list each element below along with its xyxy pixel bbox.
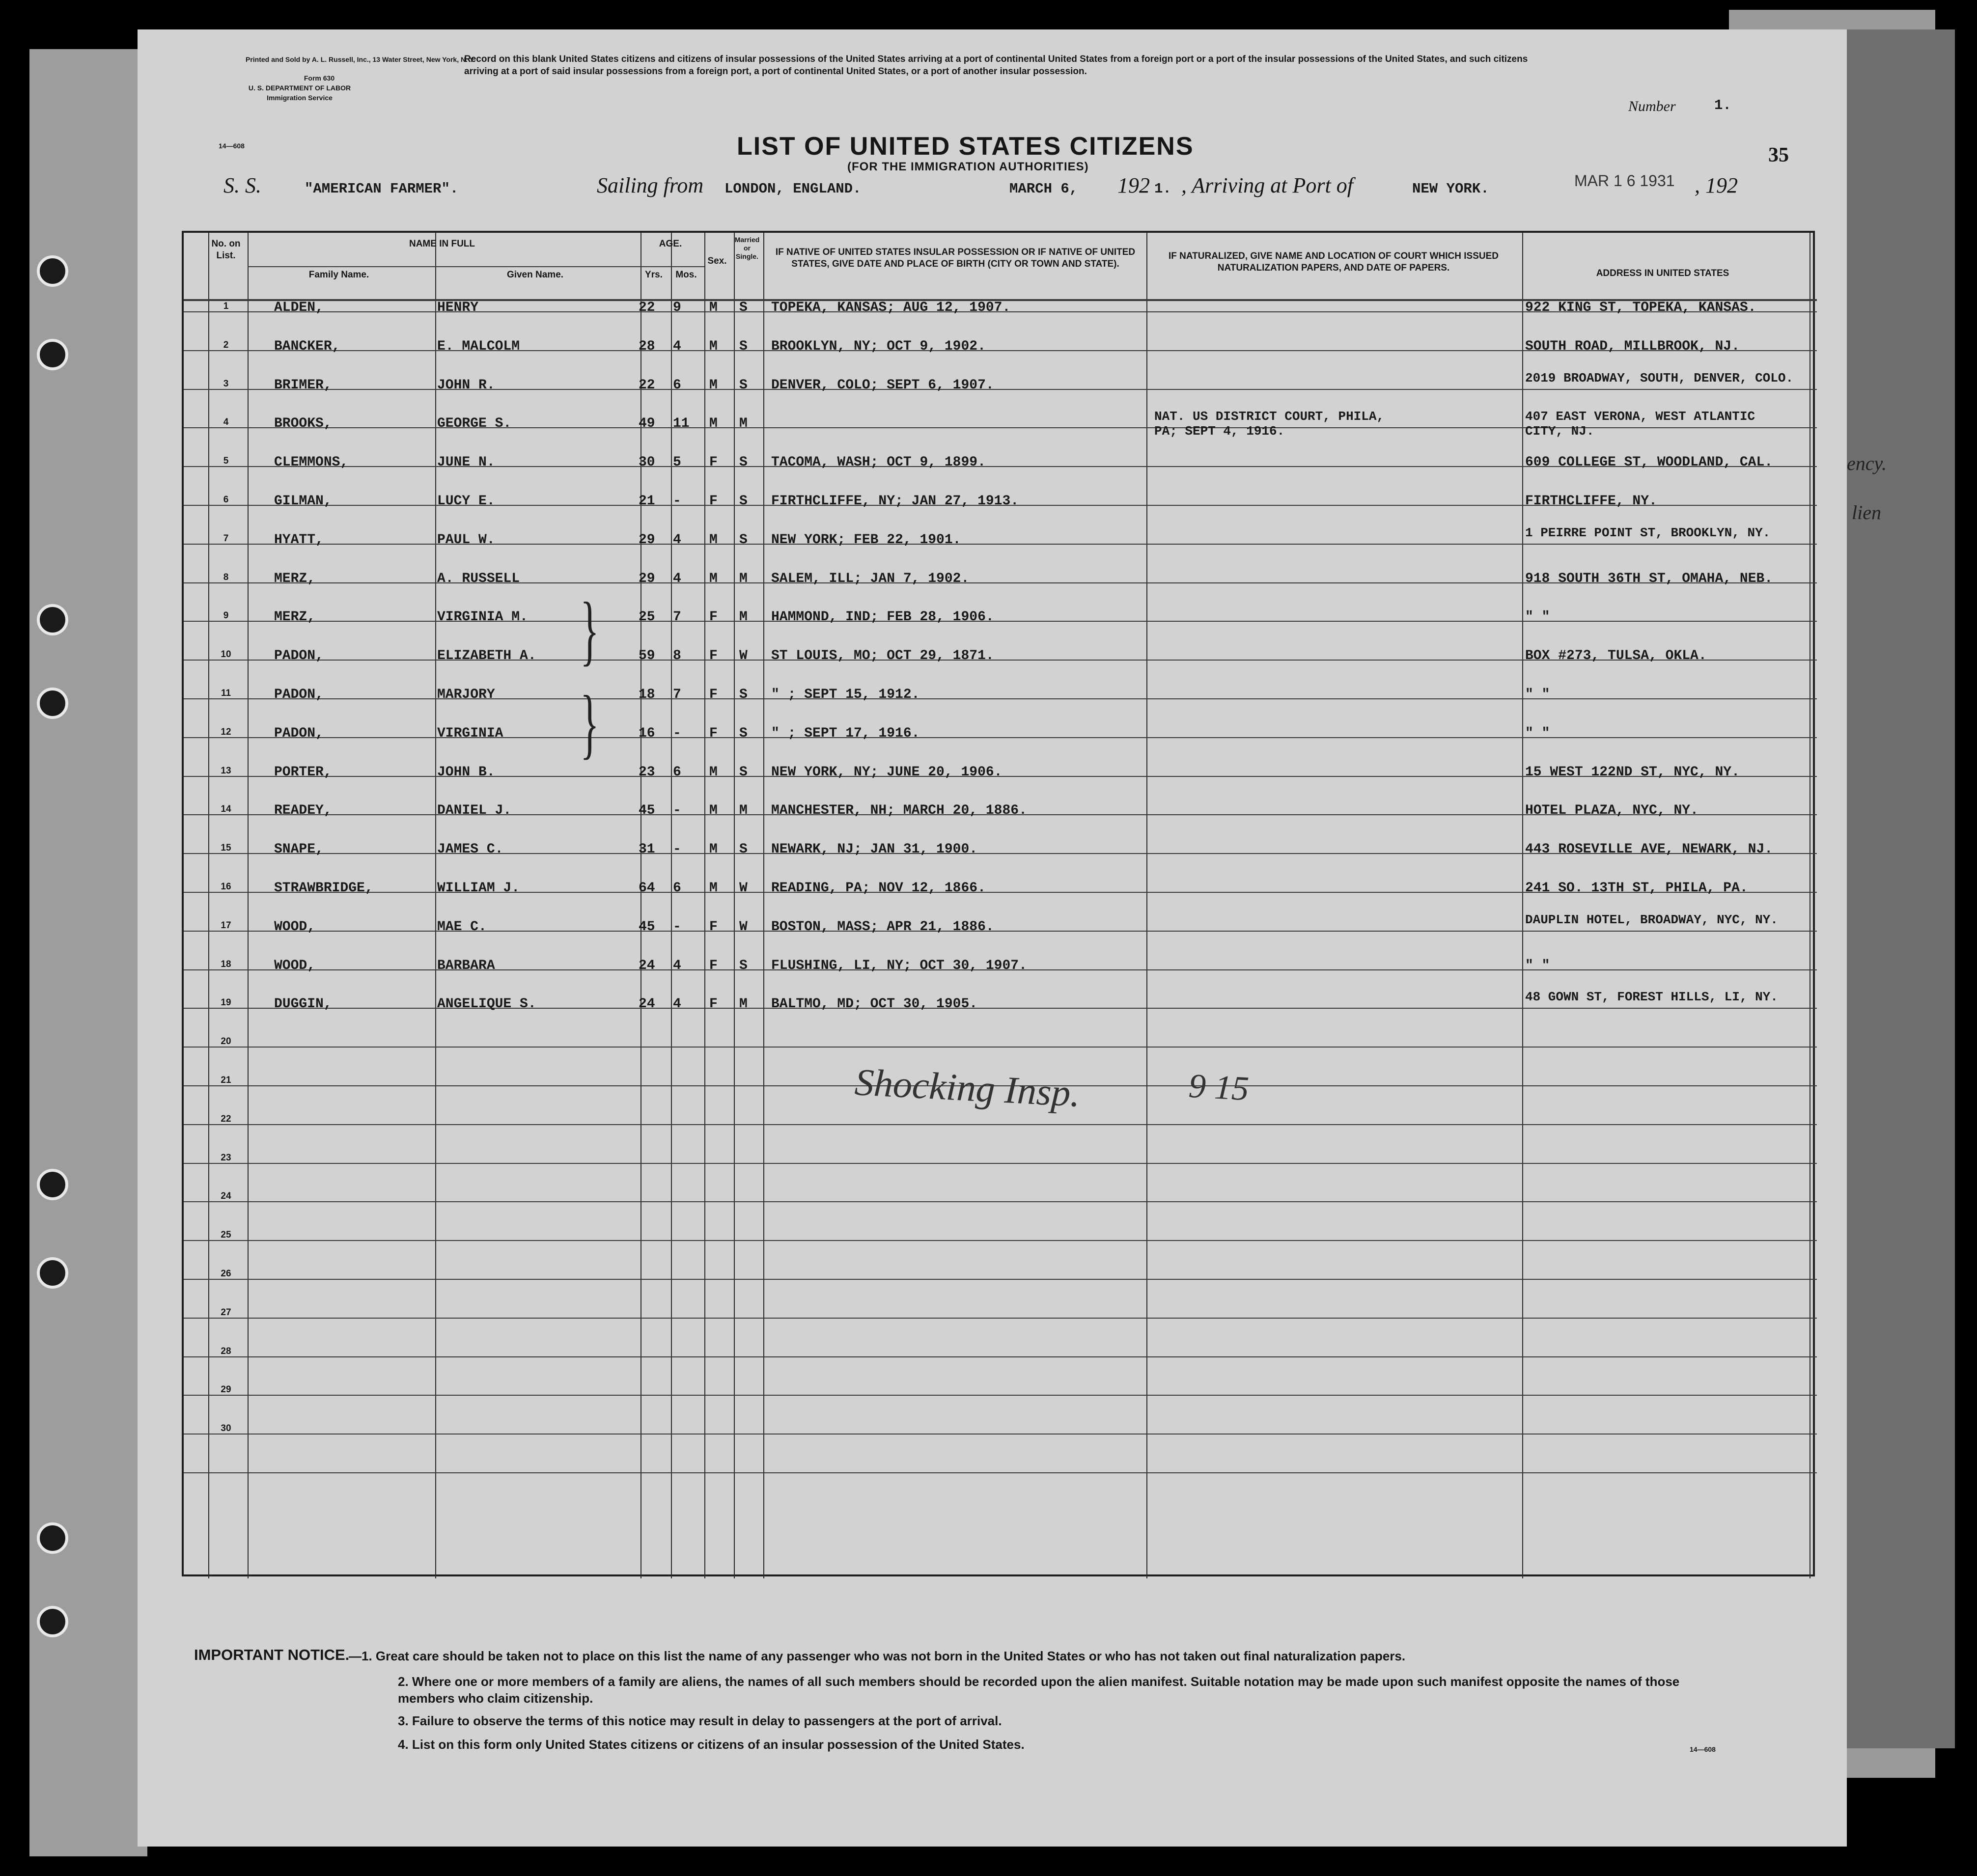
cell-given: VIRGINIA M. xyxy=(437,609,528,625)
col-header-birth: IF NATIVE OF UNITED STATES INSULAR POSSESSION OR IF NATIVE OF UNITED STATES, GIVE DATE AND PLACE OF BIRTH (CITY OR TOWN AND STATE). xyxy=(775,247,1136,269)
notice-item-4: 4. List on this form only United States citizens or citizens of an insular possession of the United States. xyxy=(398,1737,1025,1752)
row-number: 23 xyxy=(221,1152,231,1163)
cell-addr: 918 SOUTH 36TH ST, OMAHA, NEB. xyxy=(1525,571,1773,586)
row-number: 26 xyxy=(221,1269,231,1279)
ship-name: "AMERICAN FARMER". xyxy=(305,181,459,197)
row-number: 21 xyxy=(221,1075,231,1085)
cell-given: JUNE N. xyxy=(437,455,495,470)
cell-ms: S xyxy=(739,532,748,548)
row-number: 13 xyxy=(221,765,231,776)
cell-given: HENRY xyxy=(437,300,479,315)
cell-family: PORTER, xyxy=(274,764,332,780)
binder-hole xyxy=(37,1606,68,1637)
cell-addr: FIRTHCLIFFE, NY. xyxy=(1525,494,1657,509)
cell-given: A. RUSSELL xyxy=(437,571,520,586)
binder-hole xyxy=(37,1169,68,1200)
binder-hole xyxy=(37,1522,68,1554)
cell-ms: S xyxy=(739,725,748,741)
cell-yrs: 45 xyxy=(639,919,655,935)
column-rule xyxy=(1146,233,1147,1578)
cell-given: MAE C. xyxy=(437,919,487,935)
binder-hole xyxy=(37,604,68,635)
cell-birth: FIRTHCLIFFE, NY; JAN 27, 1913. xyxy=(771,494,1019,509)
margin-note: lien xyxy=(1852,501,1881,524)
cell-given: WILLIAM J. xyxy=(437,881,520,896)
cell-mos: 4 xyxy=(673,571,681,586)
cell-given: LUCY E. xyxy=(437,494,495,509)
cell-mos: 7 xyxy=(673,687,681,702)
cell-birth: SALEM, ILL; JAN 7, 1902. xyxy=(771,571,970,586)
column-rule xyxy=(1522,233,1523,1578)
row-number: 15 xyxy=(221,843,231,854)
row-number: 8 xyxy=(223,572,229,582)
cell-addr: SOUTH ROAD, MILLBROOK, NJ. xyxy=(1525,338,1740,354)
cell-yrs: 24 xyxy=(639,958,655,973)
cell-family: WOOD, xyxy=(274,919,316,935)
row-number: 3 xyxy=(223,378,229,389)
cell-yrs: 16 xyxy=(639,725,655,741)
cell-birth: DENVER, COLO; SEPT 6, 1907. xyxy=(771,377,994,393)
cell-birth: BROOKLYN, NY; OCT 9, 1902. xyxy=(771,338,986,354)
column-rule xyxy=(435,233,436,1578)
cell-mos: 6 xyxy=(673,881,681,896)
cell-mos: 8 xyxy=(673,648,681,664)
cell-mos: 4 xyxy=(673,532,681,548)
cell-nat: NAT. US DISTRICT COURT, PHILA, PA; SEPT 4, 1916. xyxy=(1154,409,1385,439)
department: U. S. DEPARTMENT OF LABOR xyxy=(248,84,351,92)
notice-item-2: 2. Where one or more members of a family are aliens, the names of all such members should be recorded upon the alien manifest. Suitable notation may be made upon such manifest opposite the names of those members who claim citizenship. xyxy=(398,1674,1680,1706)
col-header-address: ADDRESS IN UNITED STATES xyxy=(1596,268,1729,278)
binder-hole xyxy=(37,688,68,719)
row-number: 20 xyxy=(221,1036,231,1047)
cell-mos: - xyxy=(673,803,681,819)
column-rule xyxy=(671,233,672,1578)
ss-label: S. S. xyxy=(223,173,261,197)
col-header-name: NAME IN FULL xyxy=(409,239,475,249)
inspection-time: 9 15 xyxy=(1188,1067,1250,1108)
cell-sex: M xyxy=(709,300,718,315)
col-header-yrs: Yrs. xyxy=(645,270,663,280)
row-rule xyxy=(184,1240,1817,1241)
cell-addr: 15 WEST 122ND ST, NYC, NY. xyxy=(1525,764,1740,780)
row-number: 28 xyxy=(221,1346,231,1356)
cell-family: WOOD, xyxy=(274,958,316,973)
cell-given: ELIZABETH A. xyxy=(437,648,536,664)
cell-birth: NEWARK, NJ; JAN 31, 1900. xyxy=(771,842,978,857)
cell-ms: W xyxy=(739,919,748,935)
cell-addr: 241 SO. 13TH ST, PHILA, PA. xyxy=(1525,881,1748,896)
cell-addr: " " xyxy=(1525,725,1550,741)
cell-birth: NEW YORK; FEB 22, 1901. xyxy=(771,532,961,548)
subheader-rule xyxy=(248,266,704,267)
year-suffix: 1. xyxy=(1154,181,1171,197)
cell-given: E. MALCOLM xyxy=(437,338,520,354)
cell-birth: READING, PA; NOV 12, 1866. xyxy=(771,881,986,896)
row-number: 25 xyxy=(221,1230,231,1241)
column-rule xyxy=(704,233,705,1578)
cell-addr: BOX #273, TULSA, OKLA. xyxy=(1525,648,1707,664)
cell-mos: - xyxy=(673,494,681,509)
cell-yrs: 49 xyxy=(639,416,655,432)
cell-sex: F xyxy=(709,455,718,470)
cell-yrs: 45 xyxy=(639,803,655,819)
col-header-no: No. on List. xyxy=(211,239,241,261)
cell-family: READEY, xyxy=(274,803,332,819)
cell-mos: - xyxy=(673,725,681,741)
cell-sex: M xyxy=(709,377,718,393)
cell-ms: S xyxy=(739,377,748,393)
cell-yrs: 25 xyxy=(639,609,655,625)
number-label: Number xyxy=(1628,98,1676,114)
cell-mos: 7 xyxy=(673,609,681,625)
cell-birth: HAMMOND, IND; FEB 28, 1906. xyxy=(771,609,994,625)
instruction-text: Record on this blank United States citizens and citizens of insular possessions of the United States arriving at a port of continental United States from a foreign port or a port of the insular possessions of the United States, and such citizens arriving at a port of said insular possessions from a foreign port, a port of continental United States, or a port of another insular possession. xyxy=(464,54,1528,77)
row-number: 9 xyxy=(223,610,229,621)
cell-addr: DAUPLIN HOTEL, BROADWAY, NYC, NY. xyxy=(1525,912,1778,927)
notice-item-3: 3. Failure to observe the terms of this notice may result in delay to passengers at the port of arrival. xyxy=(398,1713,1002,1728)
cell-sex: F xyxy=(709,996,718,1012)
col-header-sex: Sex. xyxy=(707,256,727,266)
cell-sex: F xyxy=(709,648,718,664)
row-number: 27 xyxy=(221,1307,231,1318)
cell-sex: M xyxy=(709,571,718,586)
row-number: 24 xyxy=(221,1191,231,1202)
cell-family: BRIMER, xyxy=(274,377,332,393)
cell-ms: S xyxy=(739,842,748,857)
column-rule xyxy=(208,233,209,1578)
col-header-naturalized: IF NATURALIZED, GIVE NAME AND LOCATION OF COURT WHICH ISSUED NATURALIZATION PAPERS, AND DATE OF PAPERS. xyxy=(1168,251,1499,273)
cell-addr: " " xyxy=(1525,687,1550,702)
cell-sex: F xyxy=(709,494,718,509)
cell-family: BANCKER, xyxy=(274,338,340,354)
cell-sex: M xyxy=(709,338,718,354)
cell-addr: " " xyxy=(1525,609,1550,625)
cell-ms: S xyxy=(739,958,748,973)
cell-mos: - xyxy=(673,919,681,935)
row-rule xyxy=(184,1356,1817,1357)
cell-birth: MANCHESTER, NH; MARCH 20, 1886. xyxy=(771,803,1027,819)
cell-family: MERZ, xyxy=(274,571,316,586)
row-number: 2 xyxy=(223,339,229,350)
col-header-married: Married or Single. xyxy=(734,236,760,260)
cell-yrs: 31 xyxy=(639,842,655,857)
cell-yrs: 64 xyxy=(639,881,655,896)
cell-sex: F xyxy=(709,725,718,741)
cell-sex: M xyxy=(709,416,718,432)
col-header-mos: Mos. xyxy=(675,270,697,280)
row-number: 19 xyxy=(221,997,231,1008)
column-rule xyxy=(734,233,735,1578)
cell-ms: M xyxy=(739,416,748,432)
page-title: LIST OF UNITED STATES CITIZENS xyxy=(737,132,1194,161)
cell-yrs: 28 xyxy=(639,338,655,354)
cell-yrs: 23 xyxy=(639,764,655,780)
page-subtitle: (FOR THE IMMIGRATION AUTHORITIES) xyxy=(847,160,1089,173)
cell-family: PADON, xyxy=(274,687,324,702)
cell-ms: S xyxy=(739,687,748,702)
printer-line: Printed and Sold by A. L. Russell, Inc., 13 Water Street, New York, N. Y. xyxy=(246,55,475,63)
binder-hole xyxy=(37,339,68,370)
row-number: 6 xyxy=(223,495,229,505)
row-number: 17 xyxy=(221,920,231,931)
cell-sex: F xyxy=(709,919,718,935)
cell-addr: 922 KING ST, TOPEKA, KANSAS. xyxy=(1525,300,1756,315)
row-rule xyxy=(184,1318,1817,1319)
service: Immigration Service xyxy=(267,94,333,102)
cell-given: PAUL W. xyxy=(437,532,495,548)
cell-addr: 48 GOWN ST, FOREST HILLS, LI, NY. xyxy=(1525,990,1778,1005)
arrival-year: , 192 xyxy=(1695,173,1738,197)
footer-form-code: 14—608 xyxy=(1690,1745,1716,1753)
cell-ms: S xyxy=(739,455,748,470)
notice-item-1: —1. Great care should be taken not to place on this list the name of any passenger who was not born in the United States or who has not taken out final naturalization papers. xyxy=(349,1649,1406,1663)
cell-given: MARJORY xyxy=(437,687,495,702)
cell-given: DANIEL J. xyxy=(437,803,512,819)
arriving-label: , Arriving at Port of xyxy=(1181,173,1353,197)
cell-birth: FLUSHING, LI, NY; OCT 30, 1907. xyxy=(771,958,1027,973)
sailing-label: Sailing from xyxy=(597,173,704,197)
cell-family: SNAPE, xyxy=(274,842,324,857)
cell-sex: M xyxy=(709,532,718,548)
row-rule xyxy=(184,1201,1817,1202)
cell-yrs: 21 xyxy=(639,494,655,509)
row-rule xyxy=(184,698,1817,699)
cell-mos: 4 xyxy=(673,996,681,1012)
sailing-date: MARCH 6, xyxy=(1009,181,1078,197)
cell-birth: " ; SEPT 15, 1912. xyxy=(771,687,920,702)
row-number: 1 xyxy=(223,301,229,311)
arrival-stamp: MAR 1 6 1931 xyxy=(1574,172,1675,190)
cell-sex: F xyxy=(709,609,718,625)
row-rule xyxy=(184,1395,1817,1396)
row-number: 4 xyxy=(223,417,229,428)
row-rule xyxy=(184,544,1817,545)
cell-given: JOHN B. xyxy=(437,764,495,780)
cell-mos: 11 xyxy=(673,416,690,432)
row-rule xyxy=(184,931,1817,932)
row-number: 10 xyxy=(221,649,231,660)
cell-ms: S xyxy=(739,338,748,354)
row-rule xyxy=(184,1279,1817,1280)
cell-ms: M xyxy=(739,609,748,625)
row-number: 5 xyxy=(223,456,229,467)
cell-yrs: 59 xyxy=(639,648,655,664)
cell-family: STRAWBRIDGE, xyxy=(274,881,373,896)
cell-given: VIRGINIA xyxy=(437,725,503,741)
inspector-signature: Shocking Insp. xyxy=(854,1060,1082,1115)
cell-addr: 1 PEIRRE POINT ST, BROOKLYN, NY. xyxy=(1525,525,1771,540)
cell-sex: M xyxy=(709,764,718,780)
cell-family: GILMAN, xyxy=(274,494,332,509)
row-rule xyxy=(184,1008,1817,1009)
row-rule xyxy=(184,621,1817,622)
family-brace: } xyxy=(580,586,599,673)
family-brace: } xyxy=(580,679,599,767)
cell-given: BARBARA xyxy=(437,958,495,973)
cell-sex: M xyxy=(709,842,718,857)
row-number: 7 xyxy=(223,533,229,544)
year-prefix: 192 xyxy=(1117,173,1150,197)
cell-yrs: 18 xyxy=(639,687,655,702)
col-header-age: AGE. xyxy=(659,239,682,249)
cell-birth: ST LOUIS, MO; OCT 29, 1871. xyxy=(771,648,994,664)
cell-given: GEORGE S. xyxy=(437,416,512,432)
cell-addr: 407 EAST VERONA, WEST ATLANTIC CITY, NJ. xyxy=(1525,409,1755,439)
row-number: 22 xyxy=(221,1113,231,1124)
port: NEW YORK. xyxy=(1412,181,1489,197)
binder-strip xyxy=(29,49,147,1856)
margin-note: ency. xyxy=(1847,452,1887,474)
row-number: 14 xyxy=(221,804,231,815)
cell-family: CLEMMONS, xyxy=(274,455,349,470)
cell-ms: W xyxy=(739,881,748,896)
cell-sex: F xyxy=(709,958,718,973)
row-rule xyxy=(184,1472,1817,1473)
cell-given: JOHN R. xyxy=(437,377,495,393)
cell-yrs: 24 xyxy=(639,996,655,1012)
row-rule xyxy=(184,389,1817,390)
column-rule xyxy=(248,233,249,1578)
cell-ms: M xyxy=(739,571,748,586)
cell-sex: M xyxy=(709,881,718,896)
row-number: 12 xyxy=(221,726,231,737)
cell-ms: S xyxy=(739,300,748,315)
cell-ms: S xyxy=(739,494,748,509)
row-rule xyxy=(184,1047,1817,1048)
cell-ms: M xyxy=(739,803,748,819)
cell-birth: BOSTON, MASS; APR 21, 1886. xyxy=(771,919,994,935)
sailing-from: LONDON, ENGLAND. xyxy=(724,181,862,197)
cell-ms: S xyxy=(739,764,748,780)
row-number: 11 xyxy=(221,688,231,698)
page-number: 35 xyxy=(1768,144,1789,166)
cell-birth: NEW YORK, NY; JUNE 20, 1906. xyxy=(771,764,1002,780)
number-value: 1. xyxy=(1714,97,1731,113)
cell-mos: 9 xyxy=(673,300,681,315)
cell-family: HYATT, xyxy=(274,532,324,548)
cell-family: BROOKS, xyxy=(274,416,332,432)
row-rule xyxy=(184,1434,1817,1435)
cell-family: MERZ, xyxy=(274,609,316,625)
form-code: 14—608 xyxy=(219,142,245,150)
cell-yrs: 30 xyxy=(639,455,655,470)
cell-mos: 6 xyxy=(673,377,681,393)
cell-yrs: 22 xyxy=(639,300,655,315)
cell-family: ALDEN, xyxy=(274,300,324,315)
row-rule xyxy=(184,1124,1817,1125)
row-number: 29 xyxy=(221,1384,231,1395)
binder-hole xyxy=(37,1257,68,1289)
cell-birth: TOPEKA, KANSAS; AUG 12, 1907. xyxy=(771,300,1011,315)
cell-given: ANGELIQUE S. xyxy=(437,996,536,1012)
notice-heading: IMPORTANT NOTICE. xyxy=(194,1646,350,1663)
cell-birth: BALTMO, MD; OCT 30, 1905. xyxy=(771,996,978,1012)
row-rule xyxy=(184,737,1817,738)
cell-mos: 4 xyxy=(673,338,681,354)
cell-mos: 5 xyxy=(673,455,681,470)
cell-addr: 443 ROSEVILLE AVE, NEWARK, NJ. xyxy=(1525,842,1773,857)
col-header-family: Family Name. xyxy=(308,270,369,280)
row-number: 16 xyxy=(221,882,231,892)
binder-hole xyxy=(37,255,68,287)
column-rule xyxy=(640,233,641,1578)
row-rule xyxy=(184,1163,1817,1164)
form-number: Form 630 xyxy=(304,74,335,82)
cell-addr: 2019 BROADWAY, SOUTH, DENVER, COLO. xyxy=(1525,370,1794,386)
row-number: 18 xyxy=(221,959,231,969)
cell-family: DUGGIN, xyxy=(274,996,332,1012)
cell-given: JAMES C. xyxy=(437,842,503,857)
cell-sex: F xyxy=(709,687,718,702)
cell-addr: 609 COLLEGE ST, WOODLAND, CAL. xyxy=(1525,455,1773,470)
cell-ms: W xyxy=(739,648,748,664)
row-number: 30 xyxy=(221,1423,231,1434)
cell-yrs: 22 xyxy=(639,377,655,393)
cell-yrs: 29 xyxy=(639,571,655,586)
cell-addr: HOTEL PLAZA, NYC, NY. xyxy=(1525,803,1699,819)
cell-yrs: 29 xyxy=(639,532,655,548)
cell-mos: - xyxy=(673,842,681,857)
cell-mos: 4 xyxy=(673,958,681,973)
cell-sex: M xyxy=(709,803,718,819)
cell-birth: TACOMA, WASH; OCT 9, 1899. xyxy=(771,455,986,470)
cell-family: PADON, xyxy=(274,725,324,741)
column-rule xyxy=(763,233,764,1578)
cell-birth: " ; SEPT 17, 1916. xyxy=(771,725,920,741)
cell-addr: " " xyxy=(1525,958,1550,973)
cell-ms: M xyxy=(739,996,748,1012)
cell-mos: 6 xyxy=(673,764,681,780)
cell-family: PADON, xyxy=(274,648,324,664)
col-header-given: Given Name. xyxy=(506,270,564,280)
